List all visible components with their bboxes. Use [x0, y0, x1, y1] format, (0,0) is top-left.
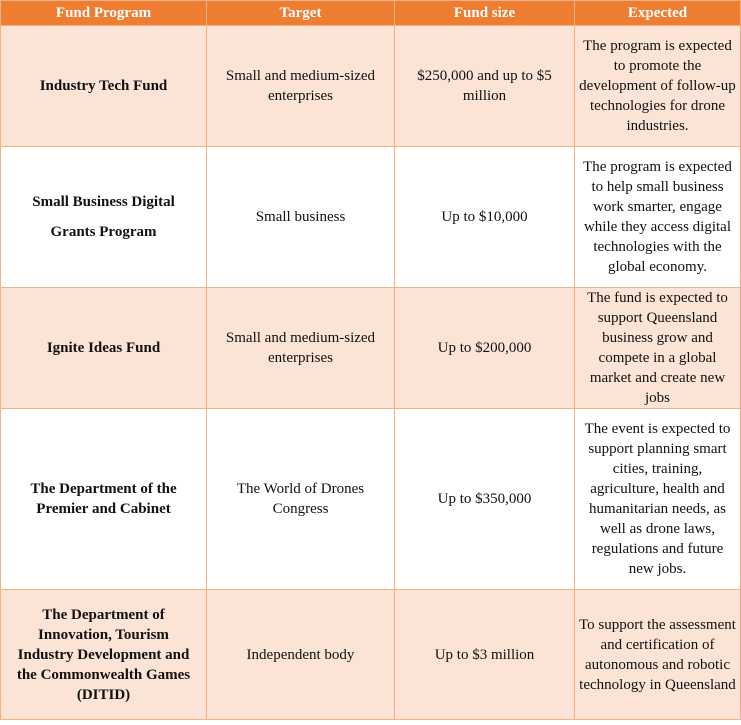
table-row: [1, 288, 741, 409]
fund-program-cell: Industry Tech Fund: [1, 26, 207, 147]
header-row: [1, 1, 741, 26]
header-fund-size: Fund size: [395, 1, 575, 26]
header-expected: Expected: [575, 1, 741, 26]
target-cell: The World of Drones Congress: [207, 409, 395, 590]
fund-program-cell: Small Business Digital Grants Program: [1, 147, 207, 288]
header-target: Target: [207, 1, 395, 26]
expected-cell: The fund is expected to support Queensland business grow and compete in a global market and create new jobs: [575, 288, 741, 409]
table-row: [1, 409, 741, 590]
fund-size-cell: Up to $3 million: [395, 590, 575, 720]
table-row: [1, 147, 741, 288]
target-cell: Small and medium-sized enterprises: [207, 288, 395, 409]
fund-size-cell: Up to $200,000: [395, 288, 575, 409]
table-row: [1, 26, 741, 147]
expected-cell: The event is expected to support planning smart cities, training, agriculture, health and humanitarian needs, as well as drone laws, regulations and future new jobs.: [575, 409, 741, 590]
header-fund-program: Fund Program: [1, 1, 207, 26]
target-cell: Small and medium-sized enterprises: [207, 26, 395, 147]
table-row: [1, 590, 741, 720]
expected-cell: The program is expected to help small business work smarter, engage while they access digital technologies with the global economy.: [575, 147, 741, 288]
fund-program-cell: The Department of Innovation, Tourism Industry Development and the Commonwealth Games (DITID): [1, 590, 207, 720]
fund-program-cell: The Department of the Premier and Cabinet: [1, 409, 207, 590]
fund-size-cell: Up to $10,000: [395, 147, 575, 288]
fund-program-cell: Ignite Ideas Fund: [1, 288, 207, 409]
fund-size-cell: Up to $350,000: [395, 409, 575, 590]
expected-cell: To support the assessment and certification of autonomous and robotic technology in Queensland: [575, 590, 741, 720]
target-cell: Independent body: [207, 590, 395, 720]
fund-size-cell: $250,000 and up to $5 million: [395, 26, 575, 147]
target-cell: Small business: [207, 147, 395, 288]
expected-cell: The program is expected to promote the development of follow-up technologies for drone industries.: [575, 26, 741, 147]
